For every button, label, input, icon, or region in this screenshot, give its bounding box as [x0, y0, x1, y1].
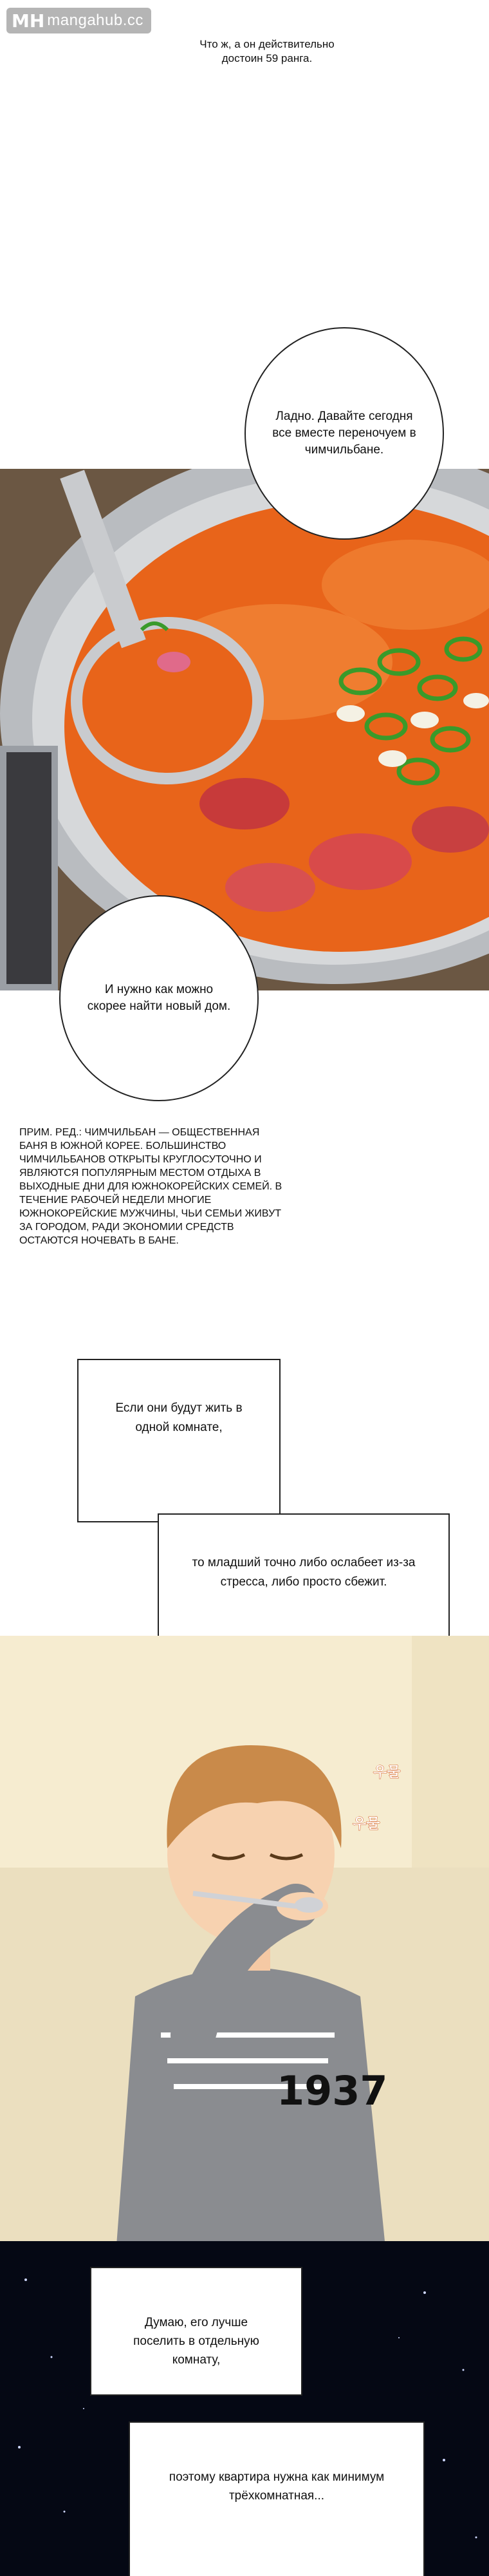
sfx-slurp-1: 우물 — [373, 1764, 401, 1780]
speech-bubble-2-text: И нужно как можно скорее найти новый дом. — [87, 983, 231, 1013]
speech-bubble-2 — [59, 895, 259, 1101]
speech-bubble-1 — [244, 327, 444, 540]
budae-jjigae-illustration — [0, 469, 489, 990]
speech-bubble-1-text: Ладно. Давайте сегодня все вместе переночуем в чимчильбане. — [272, 410, 416, 457]
caption-box-4-text: поэтому квартира нужна как минимум трёхкомнатная... — [169, 2470, 385, 2503]
boy-eating-panel — [0, 1636, 489, 2254]
top-caption: Что ж, а он действительно достоин 59 ранга. — [199, 38, 335, 64]
caption-box-3 — [90, 2267, 302, 2396]
space-panel — [0, 2241, 489, 2576]
watermark — [6, 8, 151, 33]
caption-box-2-text: то младший точно либо ослабеет из-за стресса, либо просто сбежит. — [192, 1556, 416, 1589]
caption-box-1 — [77, 1359, 281, 1522]
food-panel — [0, 469, 489, 990]
watermark-logo: MH — [12, 10, 45, 32]
caption-box-4 — [129, 2421, 425, 2576]
caption-box-3-text: Думаю, его лучше поселить в отдельную комнату, — [133, 2316, 259, 2367]
shirt-print: 1937 — [277, 2067, 388, 2114]
editor-note: ПРИМ. РЕД.: ЧИМЧИЛЬБАН — ОБЩЕСТВЕННАЯ БАНЯ В ЮЖНОЙ КОРЕЕ. БОЛЬШИНСТВО ЧИМЧИЛЬБАНОВ ОТКРЫТЫ КРУГЛОСУТОЧНО И ЯВЛЯЮТСЯ ПОПУЛЯРНЫМ МЕСТОМ ОТДЫХА В ВЫХОДНЫЕ ДНИ ДЛЯ ЮЖНОКОРЕЙСКИХ СЕМЕЙ. В ТЕЧЕНИЕ РАБОЧЕЙ НЕДЕЛИ МНОГИЕ ЮЖНОКОРЕЙСКИЕ МУЖЧИНЫ, ЧЬИ СЕМЬИ ЖИВУТ ЗА ГОРОДОМ, РАДИ ЭКОНОМИИ СРЕДСТВ ОСТАЮТСЯ НОЧЕВАТЬ В БАНЕ. — [19, 1127, 282, 1246]
sfx-slurp-2: 우물 — [353, 1815, 380, 1832]
caption-box-1-text: Если они будут жить в одной комнате, — [115, 1401, 243, 1434]
boy-eating-illustration — [0, 1636, 489, 2254]
watermark-site: mangahub.cc — [47, 12, 143, 29]
